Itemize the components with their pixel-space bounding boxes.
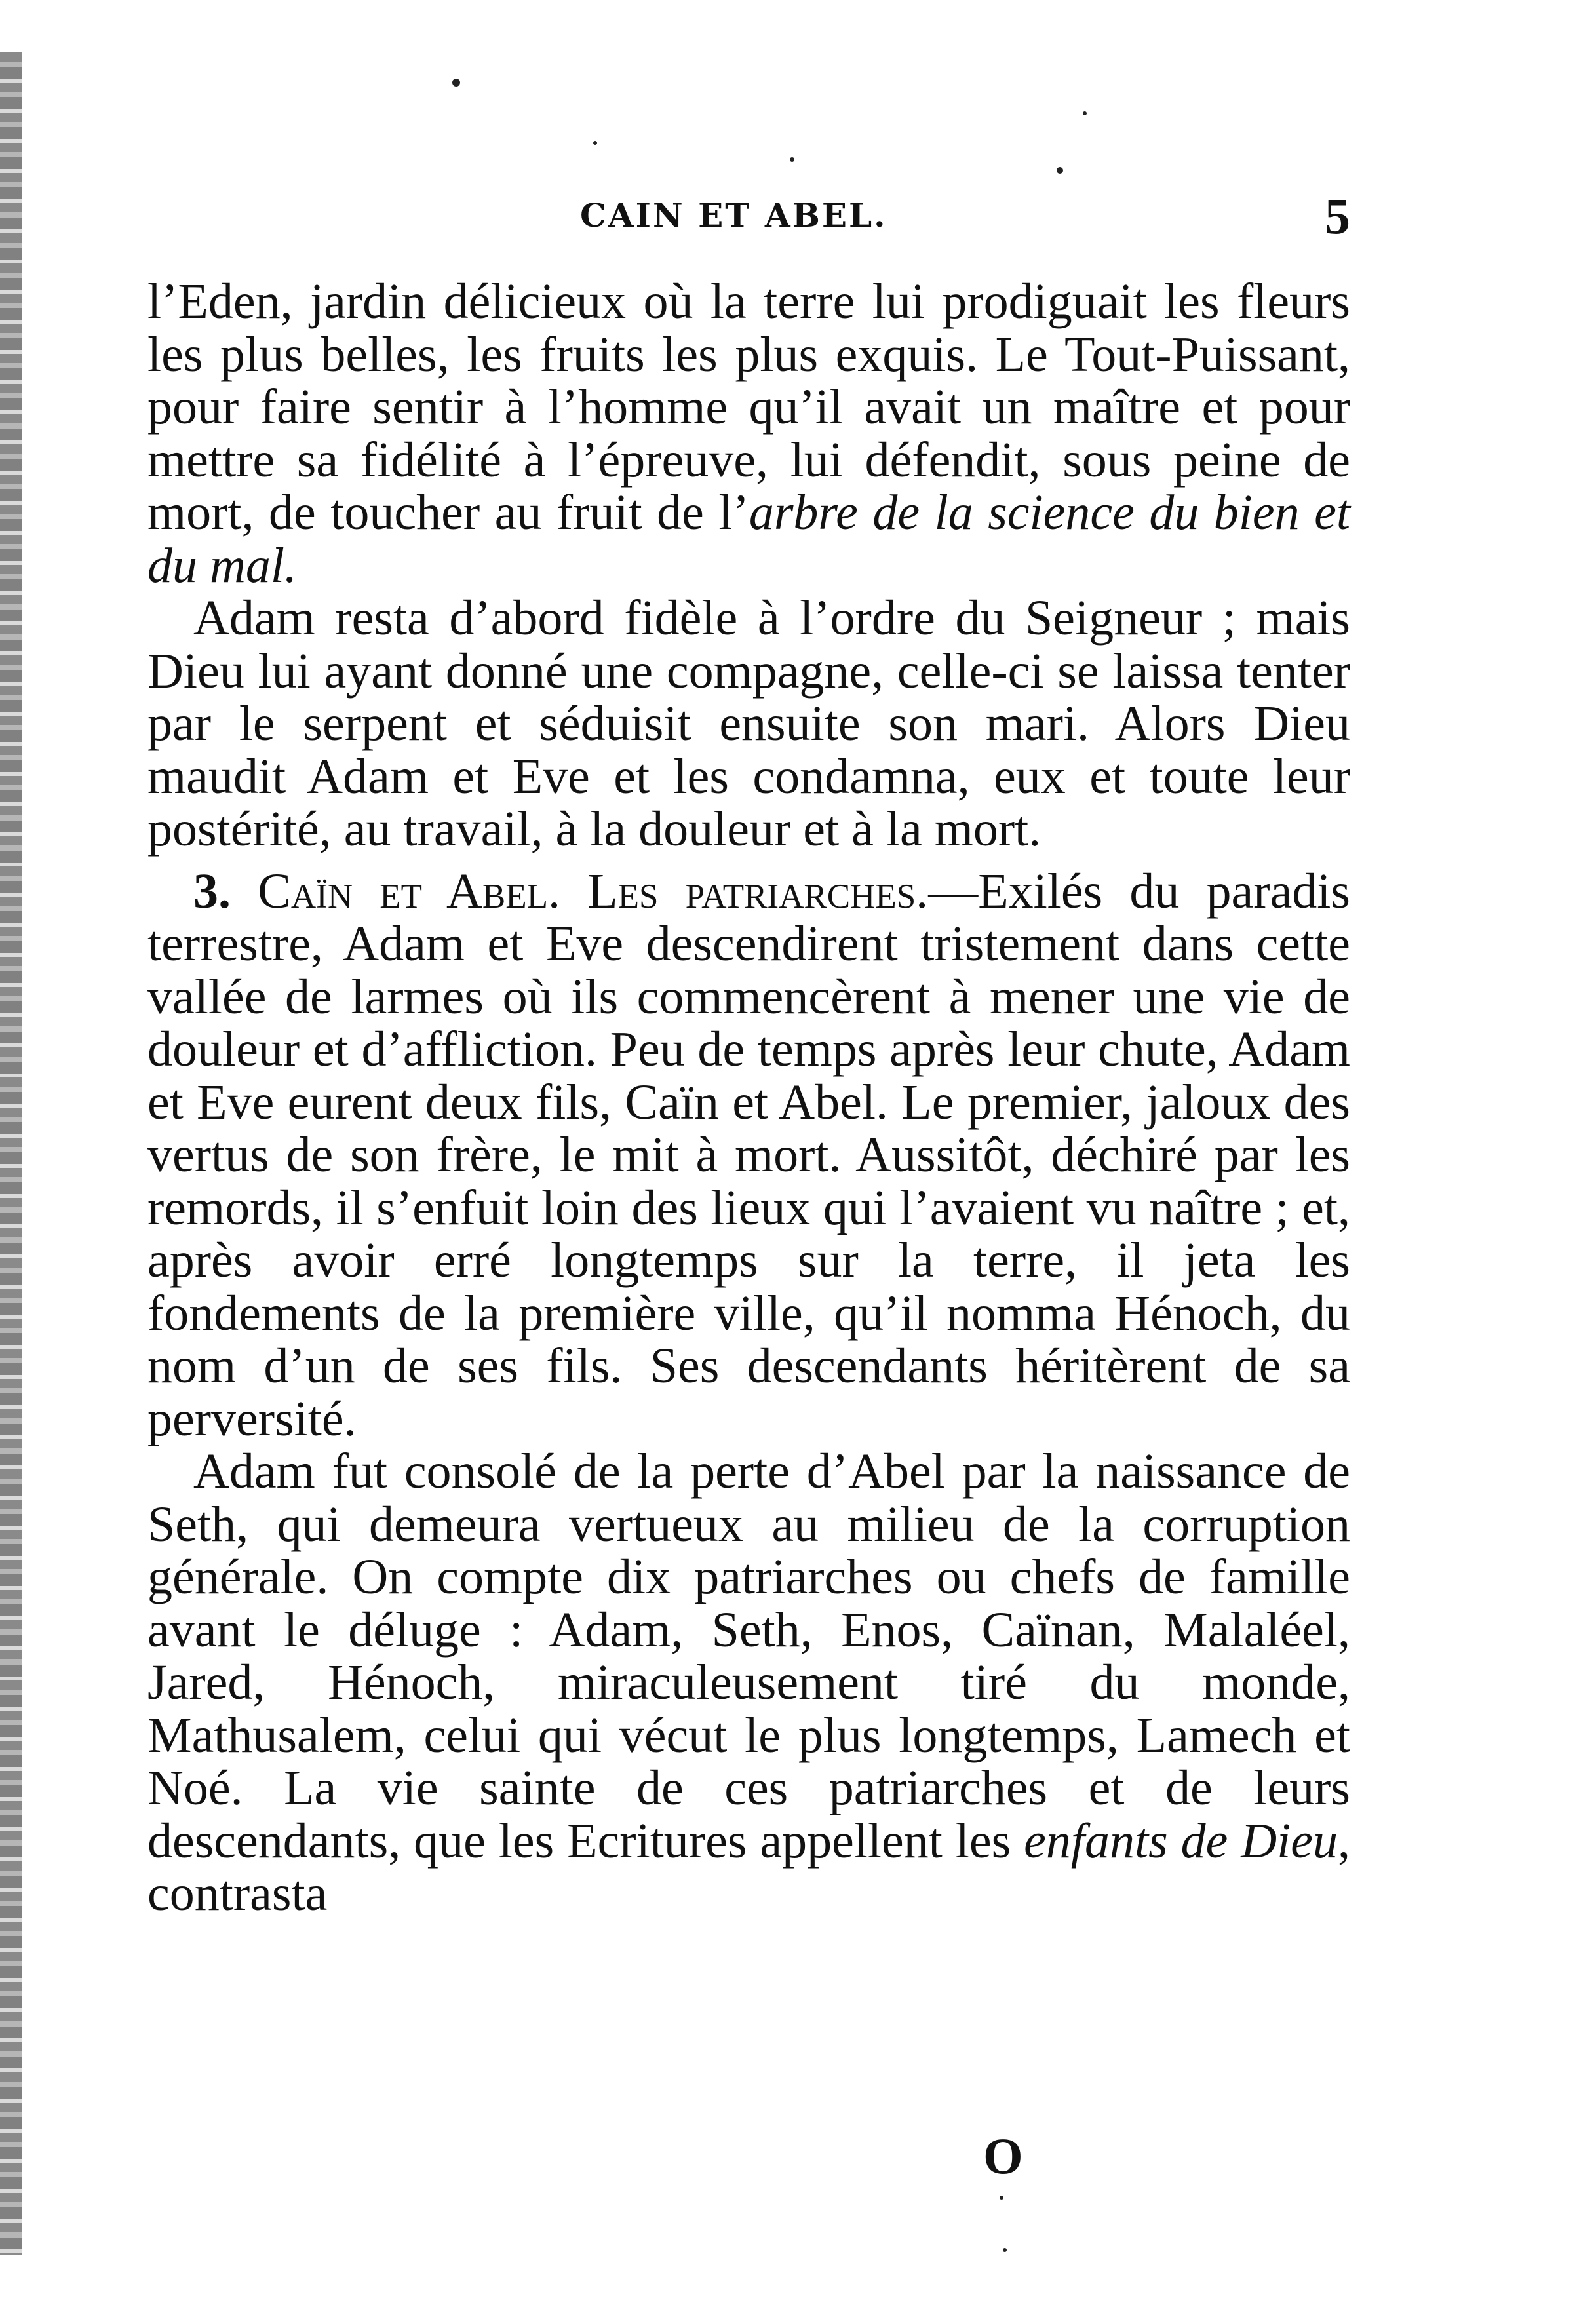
ink-speck [1000, 2196, 1003, 2200]
ink-speck [1057, 167, 1063, 174]
binding-edge-shadow [0, 52, 22, 2255]
page-number: 5 [1325, 187, 1350, 244]
paragraph-3 [147, 865, 1350, 1446]
section-heading: Caïn et Abel. Les patriarches. [258, 863, 929, 919]
running-title: CAIN ET ABEL. [580, 196, 887, 235]
paragraph-2-text: Adam resta d’abord fidèle à l’ordre du Seigneur ; mais Dieu lui ayant donné une compagne, celle-ci se laissa tenter par le serpent et séduisit ensuite son mari. Alors Dieu maudit Adam et Eve et les condamna, eux et toute leur postérité, au travail, à la douleur et à la mort. [147, 591, 1350, 857]
paragraph-1 [147, 275, 1350, 592]
section-number: 3. [193, 863, 231, 919]
ink-speck [593, 141, 597, 145]
paragraph-4-text-end: , contrasta [147, 1813, 1350, 1921]
paragraph-2 [147, 592, 1350, 856]
paragraph-1-italic: arbre de la science du bien et du mal. [147, 485, 1350, 593]
body-text [147, 275, 1350, 1920]
ink-speck [1083, 111, 1087, 115]
paragraph-1-text: l’Eden, jardin délicieux où la terre lui prodiguait les fleurs les plus belles, les fruits les plus exquis. Le Tout-Puissant, pour faire sentir à l’homme qu’il avait un maître et pour mettre sa fidélité à l’épreuve, lui défendit, sous peine de mort, de toucher au fruit de l’ [147, 274, 1350, 540]
page-header [147, 187, 1350, 246]
paragraph-4-text: Adam fut consolé de la perte d’Abel par la naissance de Seth, qui demeura vertueux au milieu de la corruption générale. On compte dix patriarches ou chefs de famille avant le déluge : Adam, Seth, Enos, Caïnan, Malaléel, Jared, Hénoch, miraculeusement tiré du monde, Mathusalem, celui qui vécut le plus longtemps, Lamech et Noé. La vie sainte de ces patriarches et de leurs descendants, que les Ecritures appellent les [147, 1444, 1350, 1869]
ink-speck [790, 157, 794, 162]
signature-mark: O [983, 2127, 1023, 2184]
paragraph-4 [147, 1445, 1350, 1920]
ink-speck [1003, 2248, 1007, 2252]
paragraph-3-text: —Exilés du paradis terrestre, Adam et Eve descendirent tristement dans cette vallée de larmes où ils commencèrent à mener une vie de douleur et d’affliction. Peu de temps après leur chute, Adam et Eve eurent deux fils, Caïn et Abel. Le premier, jaloux des vertus de son frère, le mit à mort. Aussitôt, déchiré par les remords, il s’enfuit loin des lieux qui l’avaient vu naître ; et, après avoir erré longtemps sur la terre, il jeta les fondements de la première ville, qu’il nomma Hénoch, du nom d’un de ses fils. Ses descendants héritèrent de sa perversité. [147, 863, 1351, 1446]
ink-speck [452, 79, 460, 87]
paragraph-4-italic: enfants de Dieu [1024, 1813, 1338, 1869]
